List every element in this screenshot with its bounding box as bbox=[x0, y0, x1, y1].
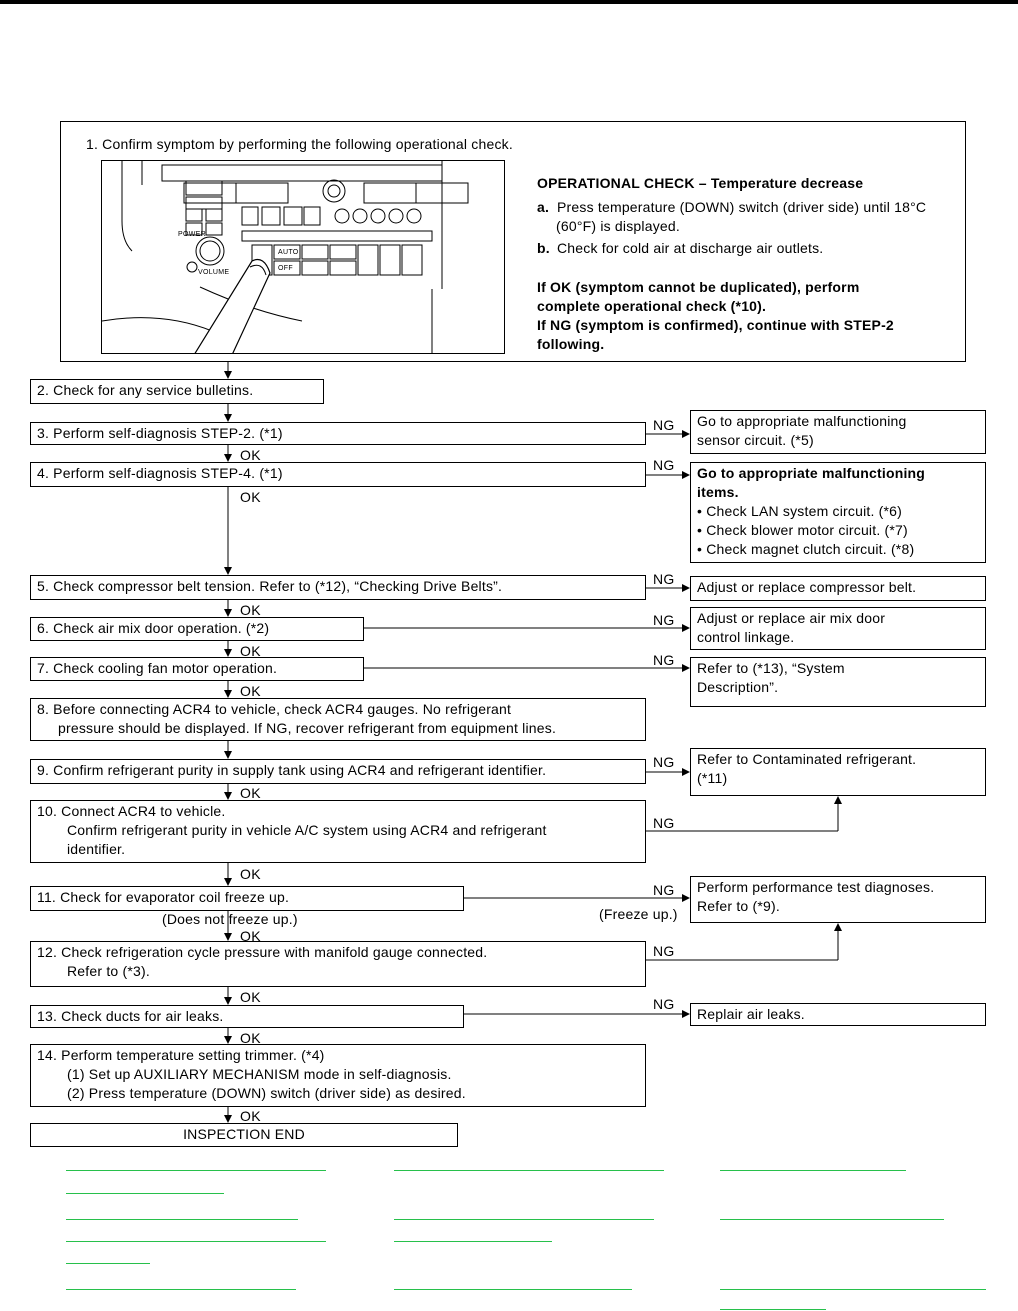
step-11-box bbox=[30, 886, 464, 911]
op-a-prefix: a. bbox=[537, 199, 550, 215]
step-12-line1: 12. Check refrigeration cycle pressure with manifold gauge connected. bbox=[37, 944, 488, 960]
ok-label-9: OK bbox=[240, 785, 261, 801]
ng-label-13: NG bbox=[653, 996, 675, 1012]
step-1-heading: 1. Confirm symptom by performing the following operational check. bbox=[86, 136, 513, 152]
step-10-line1: 10. Connect ACR4 to vehicle. bbox=[37, 803, 226, 819]
step-5-text: 5. Check compressor belt tension. Refer to (*12), “Checking Drive Belts”. bbox=[37, 578, 503, 594]
step-8-box bbox=[30, 698, 646, 741]
step-7-text: 7. Check cooling fan motor operation. bbox=[37, 660, 278, 676]
step-9-text: 9. Confirm refrigerant purity in supply tank using ACR4 and refrigerant identifier. bbox=[37, 762, 547, 778]
ok-label-10: OK bbox=[240, 866, 261, 882]
ok-label-5: OK bbox=[240, 602, 261, 618]
ng-label-5: NG bbox=[653, 571, 675, 587]
op-b-prefix: b. bbox=[537, 240, 550, 256]
outcome-7-line1: Refer to (*13), “System bbox=[697, 660, 845, 676]
step-3-text: 3. Perform self-diagnosis STEP-2. (*1) bbox=[37, 425, 283, 441]
outcome-4-line2: items. bbox=[697, 484, 739, 500]
ok-instruction-line2: complete operational check (*10). bbox=[537, 298, 767, 314]
step-10-box bbox=[30, 800, 646, 863]
step-12-box bbox=[30, 941, 646, 987]
reference-link-1-cont[interactable] bbox=[66, 1193, 224, 1194]
reference-link-4-cont[interactable] bbox=[66, 1241, 326, 1242]
outcome-3-box bbox=[690, 410, 986, 454]
auto-label: AUTO bbox=[278, 249, 299, 256]
ng-label-11: NG bbox=[653, 882, 675, 898]
ng-label-12: NG bbox=[653, 943, 675, 959]
reference-link-1[interactable] bbox=[66, 1170, 326, 1171]
ok-instruction-line1: If OK (symptom cannot be duplicated), perform bbox=[537, 279, 860, 295]
step-14-line3: (2) Press temperature (DOWN) switch (driver side) as desired. bbox=[67, 1085, 466, 1101]
ok-label-12: OK bbox=[240, 989, 261, 1005]
reference-link-4-cont2[interactable] bbox=[66, 1263, 150, 1264]
outcome-11-line2: Refer to (*9). bbox=[697, 898, 780, 914]
step-13-text: 13. Check ducts for air leaks. bbox=[37, 1008, 224, 1024]
outcome-4-line1: Go to appropriate malfunctioning bbox=[697, 465, 926, 481]
step-11-note: (Does not freeze up.) bbox=[162, 911, 298, 927]
step-11-text: 11. Check for evaporator coil freeze up. bbox=[37, 889, 290, 905]
reference-link-3[interactable] bbox=[720, 1170, 906, 1171]
step-6-text: 6. Check air mix door operation. (*2) bbox=[37, 620, 270, 636]
step-8-line2: pressure should be displayed. If NG, recover refrigerant from equipment lines. bbox=[58, 720, 557, 736]
outcome-6-line2: control linkage. bbox=[697, 629, 795, 645]
reference-link-9[interactable] bbox=[720, 1289, 986, 1290]
outcome-3-line2: sensor circuit. (*5) bbox=[697, 432, 814, 448]
outcome-4-line5: • Check magnet clutch circuit. (*8) bbox=[697, 541, 915, 557]
outcome-9-line2: (*11) bbox=[697, 770, 728, 786]
step-14-box bbox=[30, 1044, 646, 1107]
step-2-box bbox=[30, 379, 324, 404]
ng-label-4: NG bbox=[653, 457, 675, 473]
outcome-11-line1: Perform performance test diagnoses. bbox=[697, 879, 935, 895]
power-label: POWER bbox=[178, 231, 206, 238]
reference-link-5[interactable] bbox=[394, 1219, 654, 1220]
outcome-9-line1: Refer to Contaminated refrigerant. bbox=[697, 751, 917, 767]
op-a-text: Press temperature (DOWN) switch (driver side) until 18°C bbox=[557, 199, 927, 215]
reference-link-9-cont[interactable] bbox=[720, 1309, 826, 1310]
outcome-5-text: Adjust or replace compressor belt. bbox=[697, 579, 917, 595]
ng-label-3: NG bbox=[653, 417, 675, 433]
ok-label-3: OK bbox=[240, 447, 261, 463]
outcome-3-line1: Go to appropriate malfunctioning bbox=[697, 413, 907, 429]
outcome-4-line3: • Check LAN system circuit. (*6) bbox=[697, 503, 903, 519]
outcome-4-line4: • Check blower motor circuit. (*7) bbox=[697, 522, 908, 538]
reference-link-6[interactable] bbox=[720, 1219, 944, 1220]
ng-instruction-line1: If NG (symptom is confirmed), continue with STEP-2 bbox=[537, 317, 894, 333]
reference-link-7[interactable] bbox=[66, 1289, 296, 1290]
outcome-5-box bbox=[690, 576, 986, 601]
step-5-box bbox=[30, 575, 646, 600]
step-14-line2: (1) Set up AUXILIARY MECHANISM mode in self-diagnosis. bbox=[67, 1066, 452, 1082]
ok-label-14: OK bbox=[240, 1108, 261, 1124]
ng-label-6: NG bbox=[653, 612, 675, 628]
inspection-end-box bbox=[30, 1123, 458, 1147]
ng-label-9: NG bbox=[653, 754, 675, 770]
step-7-box bbox=[30, 657, 364, 681]
step-6-box bbox=[30, 617, 364, 641]
outcome-6-box bbox=[690, 607, 986, 650]
step-10-line3: identifier. bbox=[67, 841, 126, 857]
outcome-9-box bbox=[690, 748, 986, 796]
operational-check-title: OPERATIONAL CHECK – Temperature decrease bbox=[537, 175, 864, 191]
step-4-text: 4. Perform self-diagnosis STEP-4. (*1) bbox=[37, 465, 283, 481]
ng-instruction-line2: following. bbox=[537, 336, 605, 352]
ok-label-11: OK bbox=[240, 928, 261, 944]
step-10-line2: Confirm refrigerant purity in vehicle A/C system using ACR4 and refrigerant bbox=[67, 822, 547, 838]
outcome-13-text: Replair air leaks. bbox=[697, 1006, 805, 1022]
outcome-11-box bbox=[690, 876, 986, 923]
volume-label: VOLUME bbox=[198, 269, 230, 276]
off-label: OFF bbox=[278, 265, 293, 272]
ng-label-7: NG bbox=[653, 652, 675, 668]
op-b-text: Check for cold air at discharge air outlets. bbox=[557, 240, 824, 256]
ok-label-13: OK bbox=[240, 1030, 261, 1046]
step-2-text: 2. Check for any service bulletins. bbox=[37, 382, 254, 398]
step-13-box bbox=[30, 1005, 464, 1028]
outcome-6-line1: Adjust or replace air mix door bbox=[697, 610, 886, 626]
outcome-4-box bbox=[690, 462, 986, 563]
ok-label-4: OK bbox=[240, 489, 261, 505]
step-3-box bbox=[30, 422, 646, 445]
reference-link-2[interactable] bbox=[394, 1170, 664, 1171]
reference-link-5-cont[interactable] bbox=[394, 1241, 552, 1242]
outcome-7-line2: Description”. bbox=[697, 679, 779, 695]
step-12-line2: Refer to (*3). bbox=[67, 963, 150, 979]
op-check-a-line2: (60°F) is displayed. bbox=[556, 218, 680, 234]
ng-label-10: NG bbox=[653, 815, 675, 831]
step-9-box bbox=[30, 759, 646, 784]
reference-link-8[interactable] bbox=[394, 1289, 632, 1290]
ok-label-6: OK bbox=[240, 643, 261, 659]
freeze-up-note: (Freeze up.) bbox=[599, 906, 678, 922]
outcome-7-box bbox=[690, 657, 986, 707]
step-4-box bbox=[30, 462, 646, 487]
reference-link-4[interactable] bbox=[66, 1219, 298, 1220]
inspection-end-text: INSPECTION END bbox=[183, 1126, 305, 1142]
step-14-line1: 14. Perform temperature setting trimmer. (*4) bbox=[37, 1047, 325, 1063]
step-8-line1: 8. Before connecting ACR4 to vehicle, check ACR4 gauges. No refrigerant bbox=[37, 701, 512, 717]
ok-label-7: OK bbox=[240, 683, 261, 699]
outcome-13-box bbox=[690, 1003, 986, 1026]
